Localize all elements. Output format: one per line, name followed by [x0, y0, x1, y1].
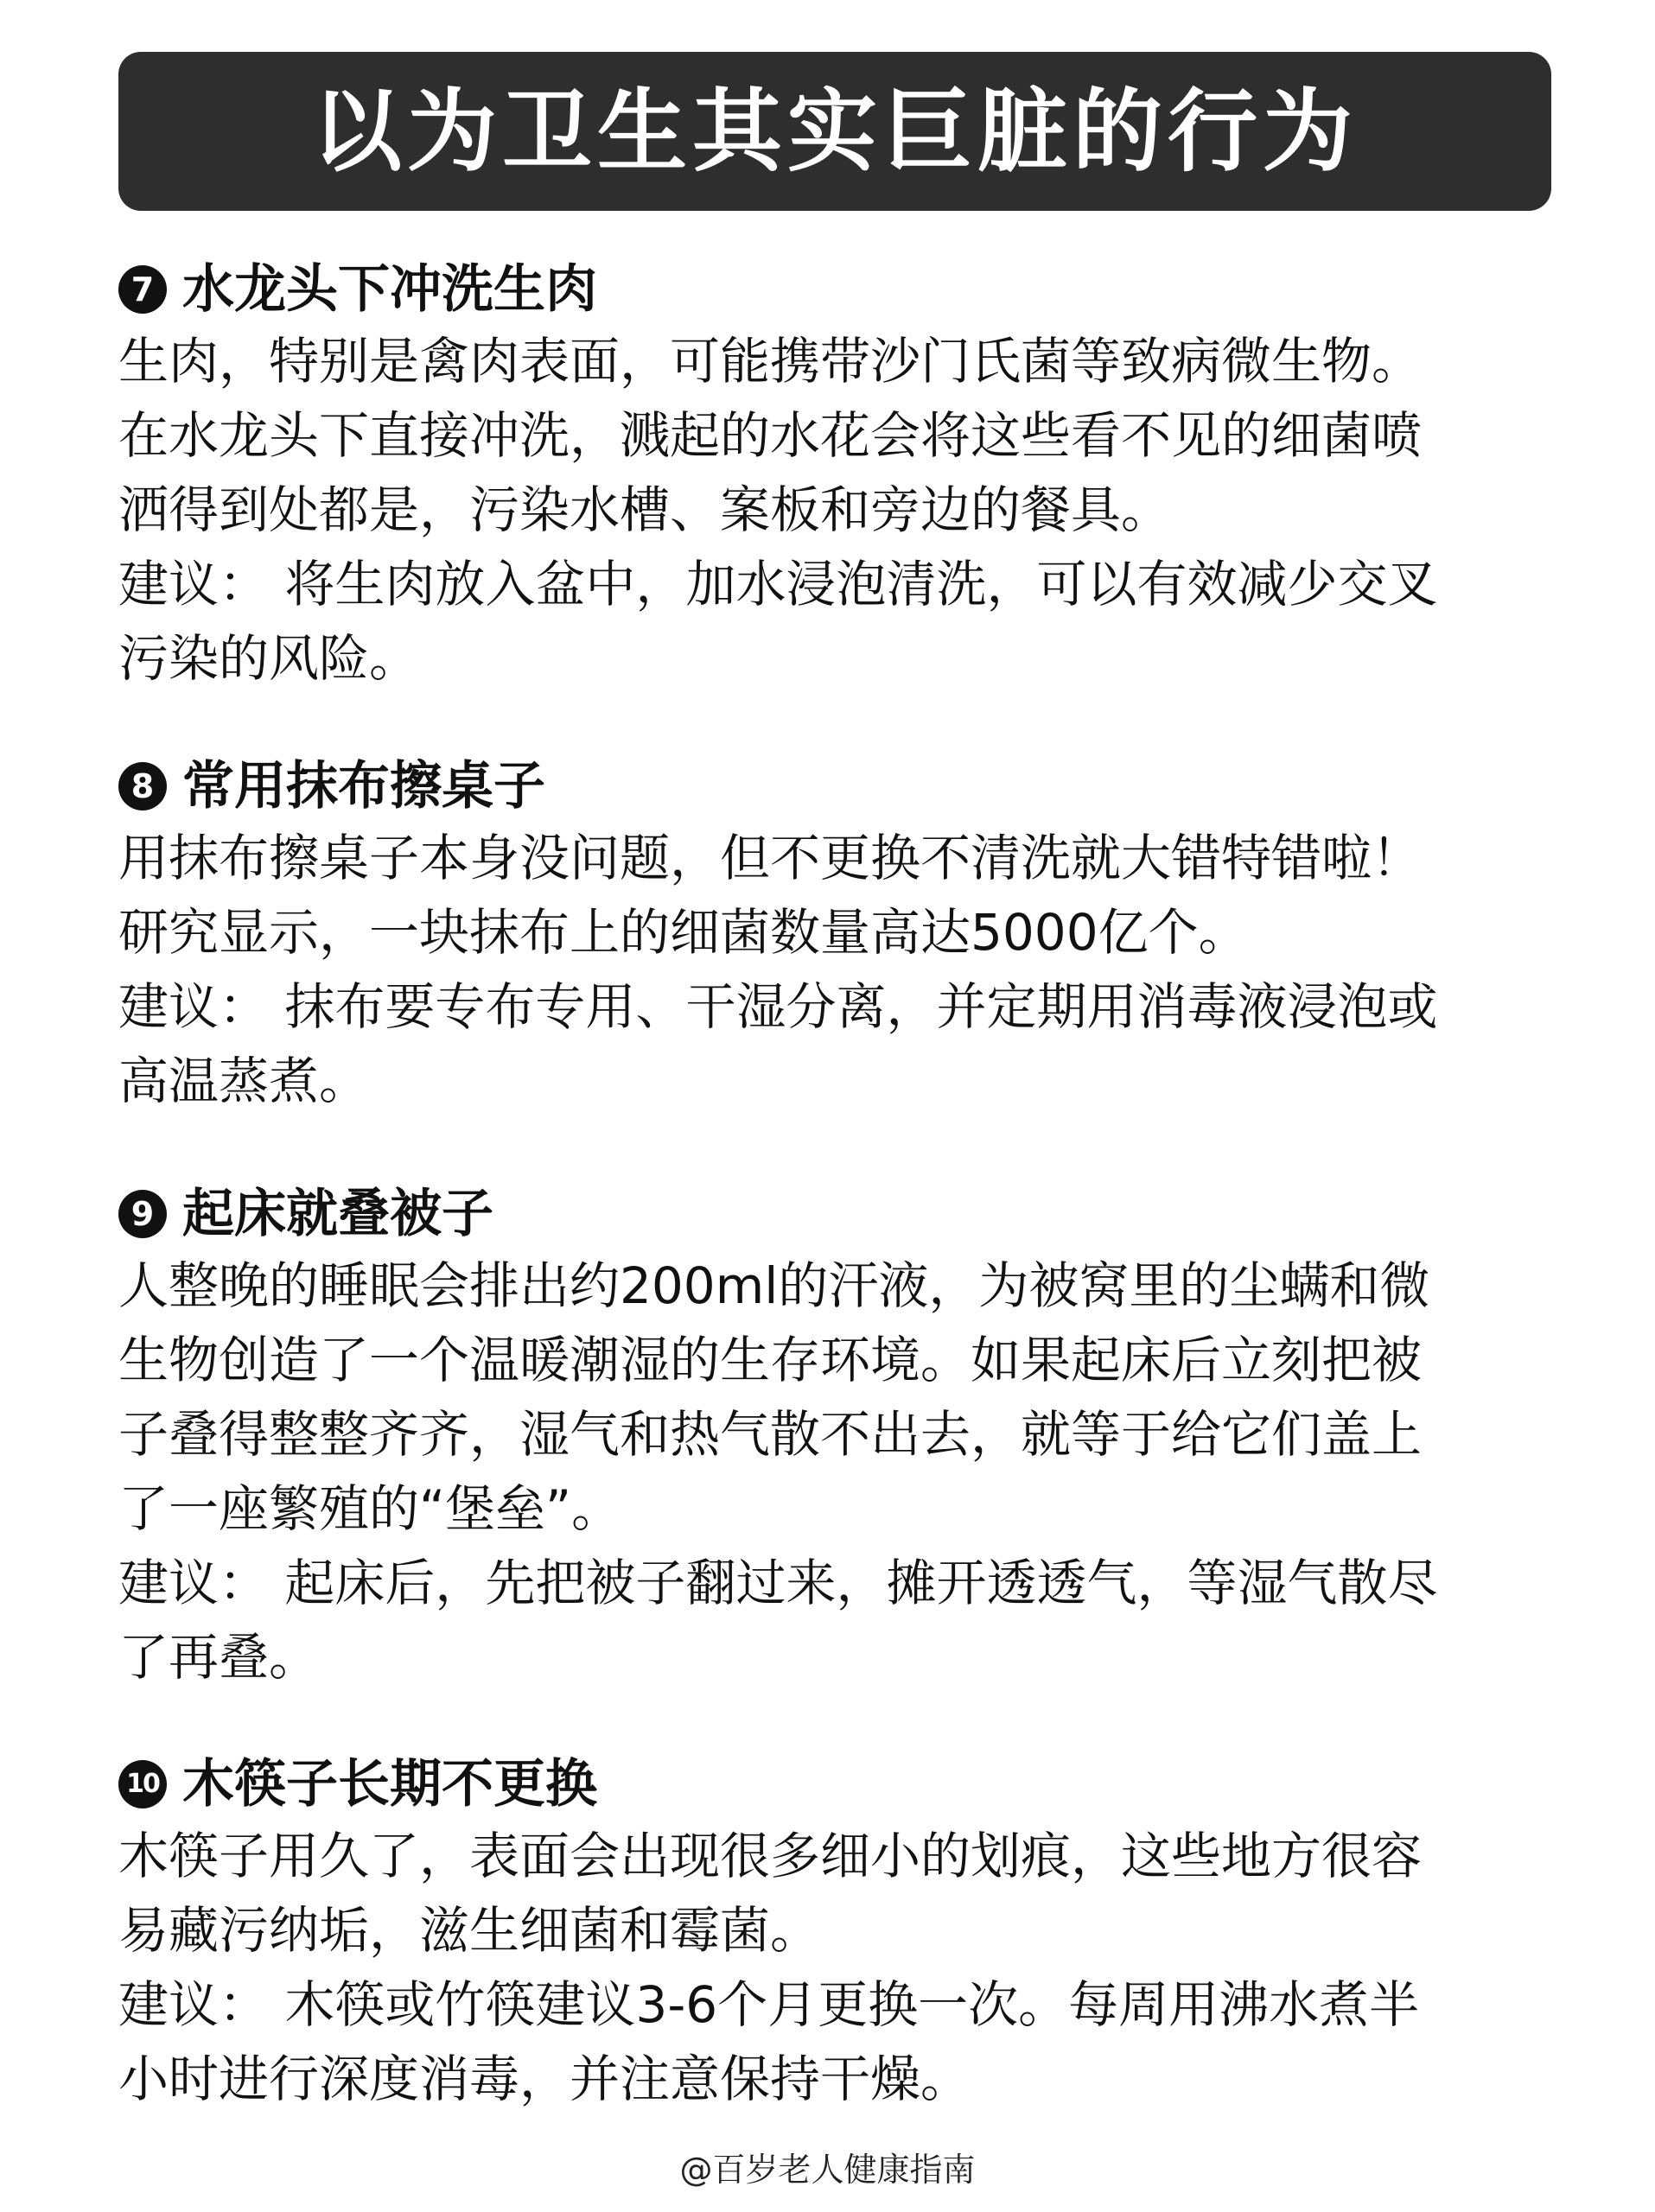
section-title: 起床就叠被子: [182, 1184, 493, 1244]
section-heading: [118, 255, 1553, 324]
advice-line: 建议： 木筷或竹筷建议3-6个月更换一次。每周用沸水煮半: [118, 1975, 1420, 2034]
body-line: 易藏污纳垢，滋生细菌和霉菌。: [118, 1901, 821, 1960]
number-badge: 9: [118, 1190, 167, 1238]
number-badge: 7: [118, 265, 167, 314]
section-heading: [118, 1750, 1553, 1819]
body-line: 在水龙头下直接冲洗，溅起的水花会将这些看不见的细菌喷: [118, 406, 1423, 465]
body-line: 子叠得整整齐齐，湿气和热气散不出去，就等于给它们盖上: [118, 1405, 1423, 1464]
body-line: 洒得到处都是，污染水槽、案板和旁边的餐具。: [118, 480, 1172, 539]
advice-line: 了再叠。: [118, 1628, 320, 1687]
author-credit: @百岁老人健康指南: [679, 2151, 976, 2189]
number-badge: 8: [118, 762, 167, 810]
tip-section-10: [118, 1750, 1553, 2116]
tip-section-9: [118, 1179, 1553, 1694]
body-line: 生物创造了一个温暖潮湿的生存环境。如果起床后立刻把被: [118, 1331, 1423, 1389]
advice-line: 建议： 起床后，先把被子翻过来，摊开透透气，等湿气散尽: [118, 1554, 1438, 1612]
advice-line: 建议： 抹布要专布专用、干湿分离，并定期用消毒液浸泡或: [118, 977, 1438, 1036]
body-line: 用抹布擦桌子本身没问题，但不更换不清洗就大错特错啦！: [118, 829, 1423, 887]
advice-line: 污染的风险。: [118, 629, 420, 688]
body-line: 生肉，特别是禽肉表面，可能携带沙门氏菌等致病微生物。: [118, 332, 1423, 391]
body-line: 了一座繁殖的“堡垒”。: [118, 1479, 622, 1538]
page-title: 以为卫生其实巨脏的行为: [311, 79, 1358, 184]
title-banner: [118, 52, 1551, 211]
body-line: 研究显示，一块抹布上的细菌数量高达5000亿个。: [118, 903, 1249, 962]
number-badge: 10: [118, 1760, 167, 1808]
body-line: 木筷子用久了，表面会出现很多细小的划痕，这些地方很容: [118, 1827, 1423, 1885]
advice-line: 小时进行深度消毒，并注意保持干燥。: [118, 2050, 971, 2108]
body-line: 人整晚的睡眠会排出约200ml的汗液，为被窝里的尘螨和微: [118, 1256, 1430, 1315]
tip-section-7: [118, 255, 1553, 696]
section-title: 木筷子长期不更换: [182, 1754, 597, 1815]
section-heading: [118, 752, 1553, 821]
section-heading: [118, 1179, 1553, 1249]
section-title: 常用抹布擦桌子: [182, 756, 545, 817]
section-title: 水龙头下冲洗生肉: [182, 259, 597, 320]
advice-line: 高温蒸煮。: [118, 1052, 370, 1110]
advice-line: 建议： 将生肉放入盆中，加水浸泡清洗，可以有效减少交叉: [118, 555, 1438, 613]
tip-section-8: [118, 752, 1553, 1118]
